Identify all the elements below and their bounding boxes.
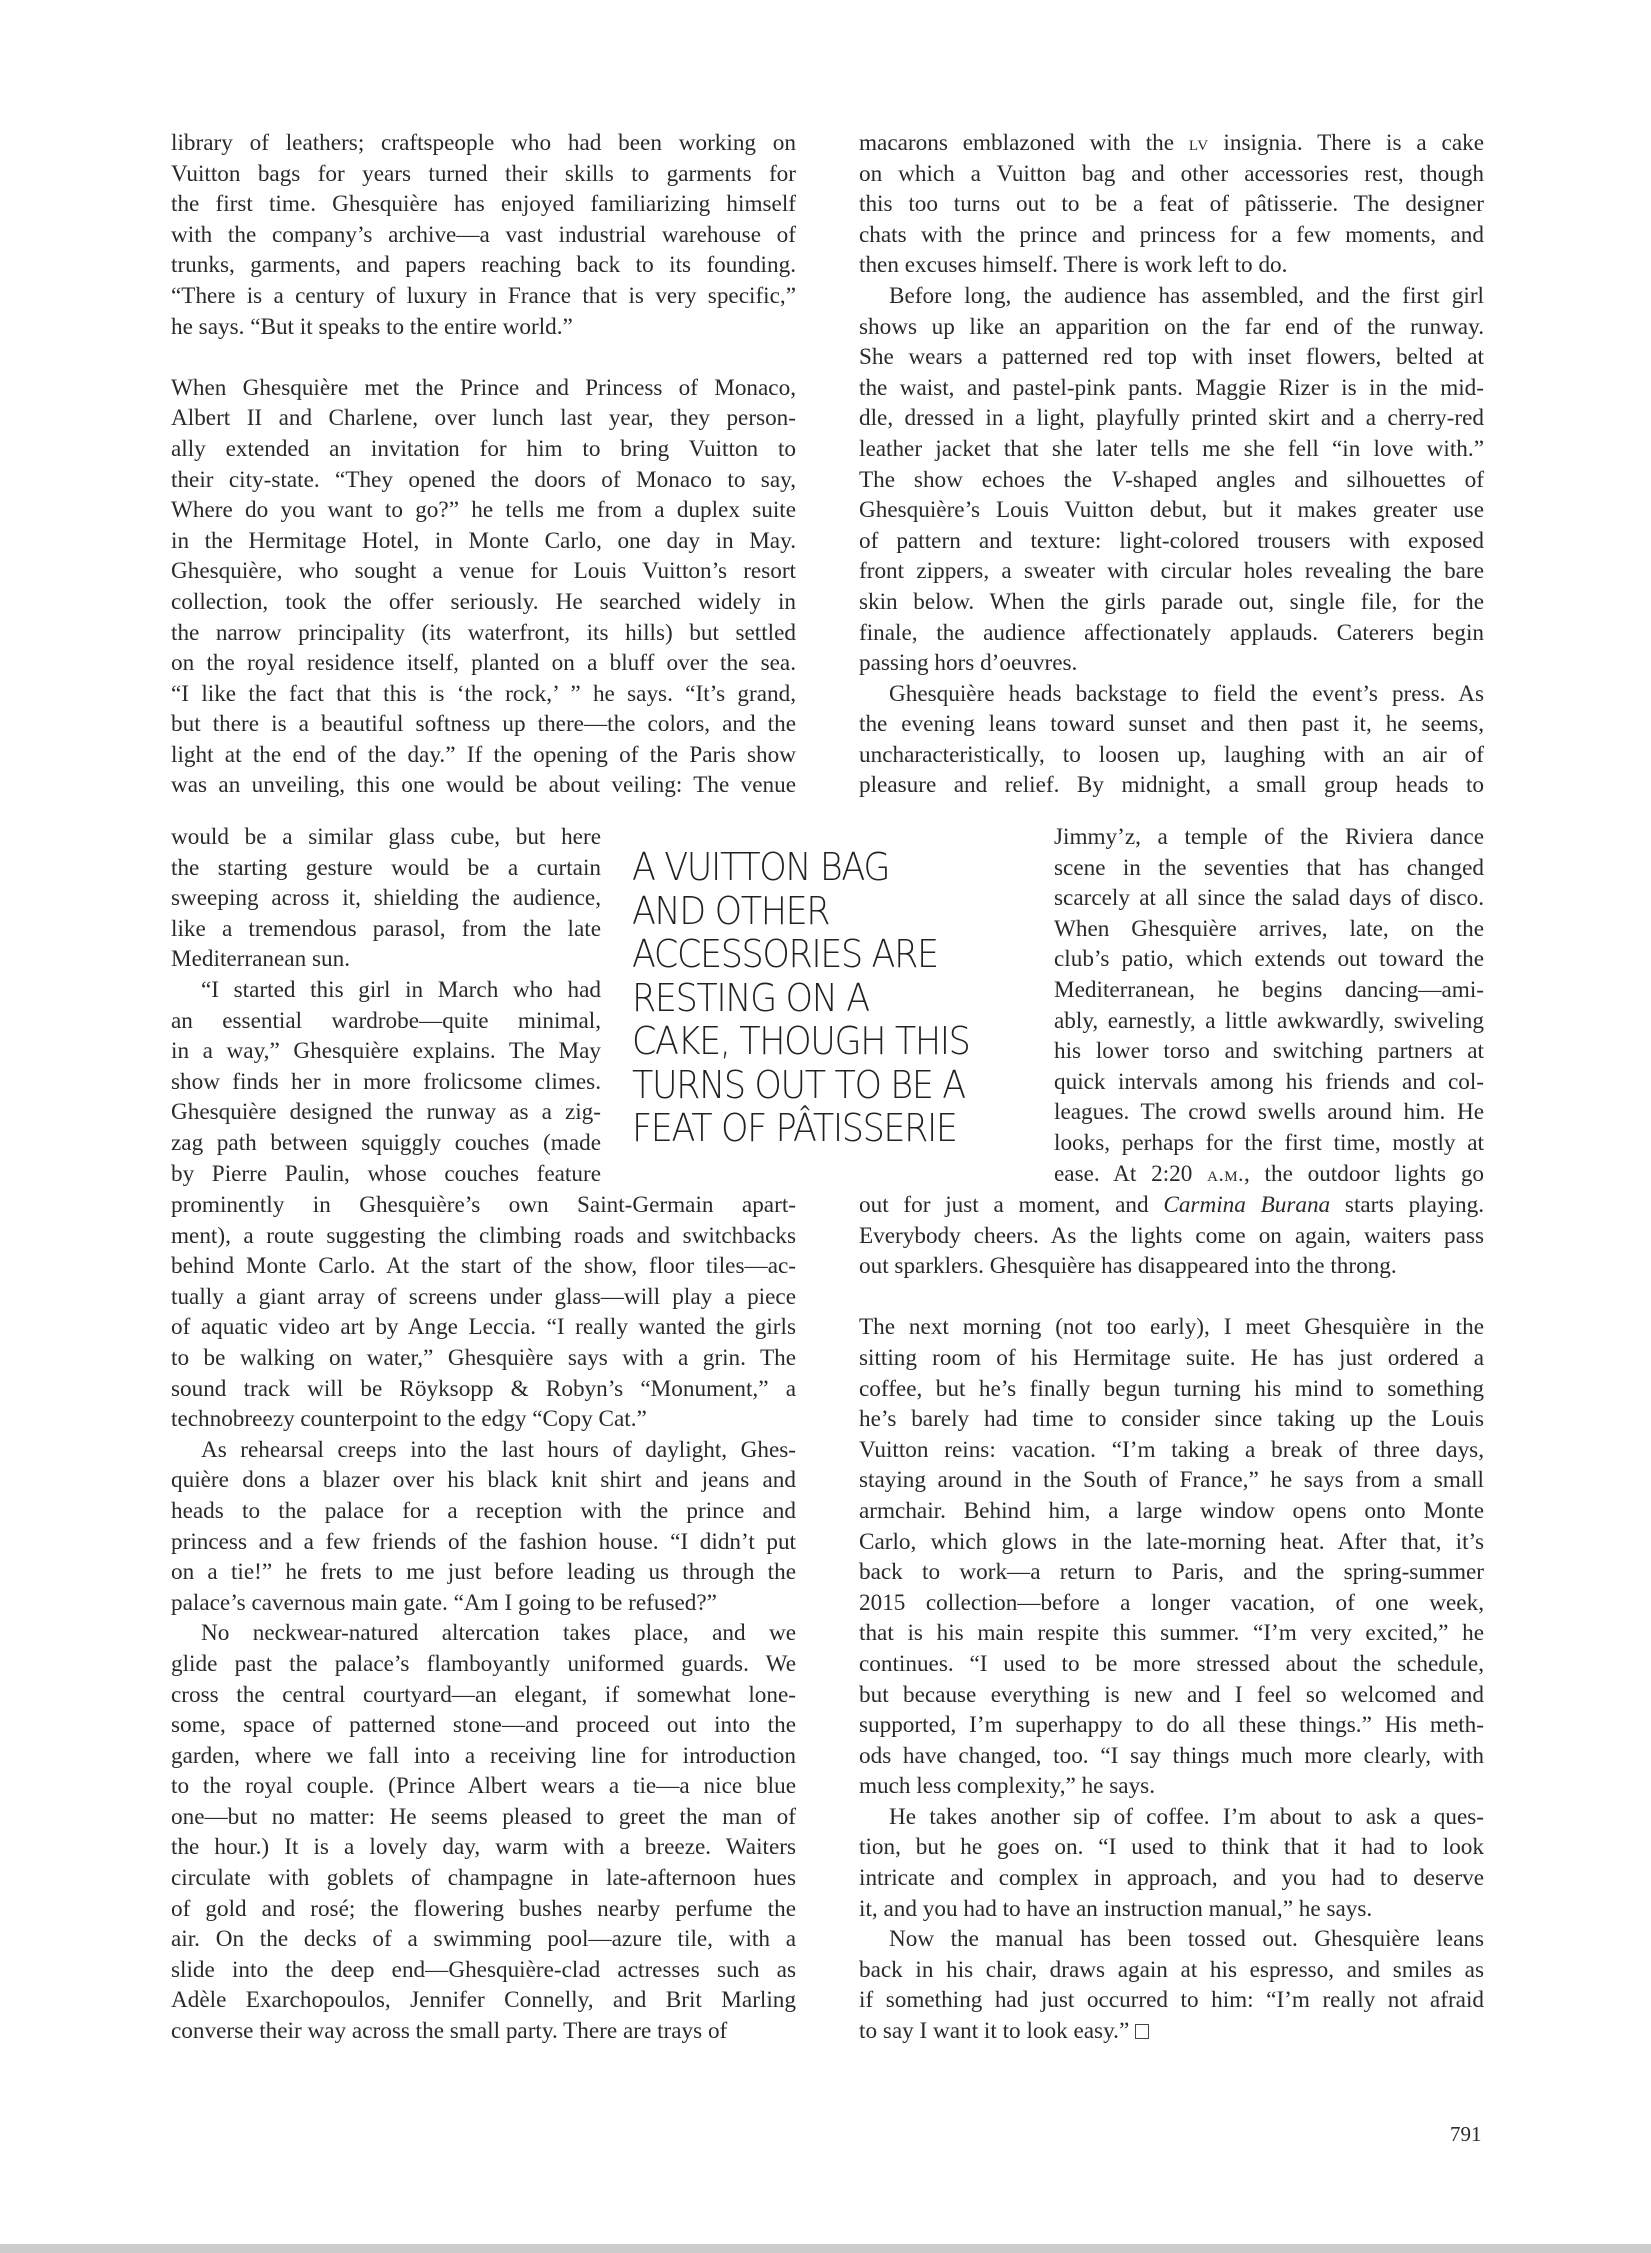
end-mark-icon [1135, 2024, 1149, 2039]
page-number: 791 [1450, 2122, 1482, 2146]
text-line: “I like the fact that this is ‘the rock,’ ” he says. “It’s grand, [171, 680, 796, 707]
text-line: ally extended an invitation for him to bring Vuitton to [171, 435, 796, 462]
text-line: of gold and rosé; the flowering bushes nearby perfume the [171, 1895, 796, 1922]
text-line: ease. At 2:20 a.m., the outdoor lights go [1054, 1160, 1485, 1187]
text-line: their city-state. “They opened the doors of Monaco to say, [171, 466, 796, 493]
text-line: collection, took the offer seriously. He searched widely in [171, 588, 796, 615]
text-line: Ghesquière heads backstage to field the event’s press. As [889, 680, 1484, 707]
text-line: sweeping across it, shielding the audience, [171, 885, 601, 912]
text-line [859, 1282, 1484, 1313]
text-line: in a way,” Ghesquière explains. The May [171, 1038, 601, 1065]
pull-quote [632, 846, 1000, 1151]
text-line: front zippers, a sweater with circular holes revealing the bare [859, 558, 1484, 585]
text-line: then excuses himself. There is work left to do. [859, 252, 1288, 279]
text-line: club’s patio, which extends out toward the [1054, 946, 1484, 973]
text-line: macarons emblazoned with the lv insignia. There is a cake [859, 130, 1485, 156]
text-line: palace’s cavernous main gate. “Am I going to be refused?” [171, 1589, 717, 1616]
text-line: the starting gesture would be a curtain [171, 854, 601, 881]
text-line: Albert II and Charlene, over lunch last year, they person- [171, 405, 796, 432]
text-line: staying around in the South of France,” he says from a small [859, 1467, 1484, 1494]
text-line: tion, but he goes on. “I used to think that it had to look [859, 1834, 1484, 1861]
text-line: out for just a moment, and Carmina Burana starts playing. [859, 1192, 1484, 1218]
right-column-bottom [859, 1190, 1484, 2047]
text-line: shows up like an apparition on the far end of the runway. [859, 313, 1484, 340]
text-line: heads to the palace for a reception with the prince and [171, 1497, 796, 1524]
text-line: 2015 collection—before a longer vacation, of one week, [859, 1589, 1484, 1616]
text-line: pleasure and relief. By midnight, a small group heads to [859, 772, 1484, 799]
text-line: back in his chair, draws again at his espresso, and smiles as [859, 1956, 1484, 1983]
text-line: skin below. When the girls parade out, single file, for the [859, 588, 1484, 615]
text-line: Adèle Exarchopoulos, Jennifer Connelly, and Brit Marling [171, 1987, 796, 2014]
text-line: When Ghesquière met the Prince and Princess of Monaco, [171, 374, 796, 401]
text-line: Everybody cheers. As the lights come on again, waiters pass [859, 1222, 1484, 1249]
text-line: the first time. Ghesquière has enjoyed familiarizing himself [171, 191, 796, 218]
text-line: sitting room of his Hermitage suite. He has just ordered a [859, 1344, 1484, 1371]
text-line: by Pierre Paulin, whose couches feature [171, 1160, 601, 1187]
text-line: looks, perhaps for the first time, mostly at [1054, 1129, 1484, 1156]
pull-quote-line: ACCESSORIES ARE [632, 932, 938, 976]
pull-quote-line: A VUITTON BAG [632, 845, 890, 889]
text-line: Vuitton bags for years turned their skills to garments for [171, 160, 796, 187]
text-line: the waist, and pastel-pink pants. Maggie Rizer is in the mid- [859, 374, 1484, 401]
text-line: ods have changed, too. “I say things much more clearly, with [859, 1742, 1484, 1769]
text-line: quière dons a blazer over his black knit shirt and jeans and [171, 1467, 796, 1494]
text-line: coffee, but he’s finally begun turning his mind to something [859, 1375, 1484, 1402]
text-line: prominently in Ghesquière’s own Saint-Germain apart- [171, 1192, 796, 1218]
text-line: continues. “I used to be more stressed about the schedule, [859, 1650, 1484, 1677]
pull-quote-line: AND OTHER [632, 888, 830, 933]
text-line: As rehearsal creeps into the last hours of daylight, Ghes- [201, 1436, 796, 1463]
text-line: back to work—a return to Paris, and the spring-summer [859, 1559, 1484, 1586]
text-line: leagues. The crowd swells around him. He [1054, 1099, 1484, 1126]
text-line: some, space of patterned stone—and proceed out into the [171, 1712, 796, 1739]
right-column-narrow [1054, 822, 1484, 1189]
text-line: Ghesquière designed the runway as a zig- [171, 1099, 601, 1126]
pull-quote-line: TURNS OUT TO BE A [632, 1062, 965, 1107]
left-column-bottom [171, 1190, 796, 2047]
text-line: of aquatic video art by Ange Leccia. “I really wanted the girls [171, 1314, 796, 1341]
text-line: he’s barely had time to consider since taking up the Louis [859, 1406, 1484, 1433]
text-line: trunks, garments, and papers reaching back to its founding. [171, 252, 796, 279]
text-line: quick intervals among his friends and col- [1054, 1068, 1484, 1095]
text-line: When Ghesquière arrives, late, on the [1054, 915, 1484, 942]
text-line: show finds her in more frolicsome climes. [171, 1068, 601, 1095]
text-line: much less complexity,” he says. [859, 1773, 1156, 1800]
text-line: on a tie!” he frets to me just before leading us through the [171, 1559, 796, 1586]
text-line: the narrow principality (its waterfront, its hills) but settled [171, 619, 796, 646]
text-line: it, and you had to have an instruction manual,” he says. [859, 1895, 1373, 1922]
text-line: library of leathers; craftspeople who had been working on [171, 130, 796, 156]
text-line: Before long, the audience has assembled, and the first girl [889, 282, 1484, 309]
text-line: sound track will be Röyksopp & Robyn’s “Monument,” a [171, 1375, 796, 1402]
text-line: Mediterranean sun. [171, 946, 350, 973]
lv-insignia-text: lv [1188, 131, 1209, 155]
text-line: out sparklers. Ghesquière has disappeared into the throng. [859, 1253, 1397, 1280]
pull-quote-line: RESTING ON A [632, 975, 869, 1020]
text-line: Vuitton reins: vacation. “I’m taking a break of three days, [859, 1436, 1484, 1463]
text-line: Ghesquière, who sought a venue for Louis Vuitton’s resort [171, 558, 796, 585]
pull-quote-line: FEAT OF PÂTISSERIE [632, 1106, 957, 1150]
text-line: but there is a beautiful softness up there—the colors, and the [171, 711, 796, 738]
text-line: uncharacteristically, to loosen up, laughing with an air of [859, 741, 1484, 768]
text-line: “There is a century of luxury in France that is very specific,” [171, 282, 796, 309]
text-line [171, 342, 796, 373]
text-line: Carlo, which glows in the late-morning heat. After that, it’s [859, 1528, 1484, 1555]
text-line: tually a giant array of screens under glass—will play a piece [171, 1283, 796, 1310]
text-line: one—but no matter: He seems pleased to greet the man of [171, 1803, 796, 1830]
text-line: of pattern and texture: light-colored trousers with exposed [859, 527, 1484, 554]
text-line: intricate and complex in approach, and you had to deserve [859, 1865, 1484, 1892]
text-line: chats with the prince and princess for a few moments, and [859, 221, 1484, 248]
text-line: leather jacket that she later tells me she fell “in love with.” [859, 435, 1484, 462]
pull-quote-line: CAKE, THOUGH THIS [632, 1019, 970, 1063]
left-column-top [171, 128, 796, 801]
text-line: No neckwear-natured altercation takes place, and we [201, 1620, 796, 1647]
text-line: cross the central courtyard—an elegant, if somewhat lone- [171, 1681, 796, 1708]
text-line: passing hors d’oeuvres. [859, 650, 1078, 677]
text-line: like a tremendous parasol, from the late [171, 915, 601, 942]
text-line: She wears a patterned red top with inset flowers, belted at [859, 344, 1484, 371]
text-line: was an unveiling, this one would be about veiling: The venue [171, 772, 796, 799]
text-line: scene in the seventies that has changed [1054, 854, 1484, 881]
text-line: ably, earnestly, a little awkwardly, swiveling [1054, 1007, 1484, 1034]
text-line: “I started this girl in March who had [201, 976, 601, 1003]
text-line: he says. “But it speaks to the entire world.” [171, 313, 573, 340]
text-line: the evening leans toward sunset and then past it, he seems, [859, 711, 1484, 738]
text-line: armchair. Behind him, a large window opens onto Monte [859, 1497, 1484, 1524]
text-line: circulate with goblets of champagne in late-afternoon hues [171, 1865, 796, 1892]
text-line: The next morning (not too early), I meet Ghesquière in the [859, 1314, 1484, 1341]
text-line: technobreezy counterpoint to the edgy “Copy Cat.” [171, 1406, 647, 1433]
text-line: converse their way across the small party. There are trays of [171, 2018, 728, 2045]
text-line: Now the manual has been tossed out. Ghesquière leans [889, 1926, 1484, 1953]
text-line: that is his main respite this summer. “I’m very excited,” he [859, 1620, 1484, 1647]
text-line: an essential wardrobe—quite minimal, [171, 1007, 601, 1034]
text-line: dle, dressed in a light, playfully printed skirt and a cherry-red [859, 405, 1484, 432]
viewer-bottom-bar [0, 2244, 1651, 2253]
text-line: Jimmy’z, a temple of the Riviera dance [1054, 824, 1484, 850]
text-line: but because everything is new and I feel so welcomed and [859, 1681, 1484, 1708]
text-line: Mediterranean, he begins dancing—ami- [1054, 976, 1484, 1003]
text-line: on the royal residence itself, planted on a bluff over the sea. [171, 650, 796, 677]
text-line: would be a similar glass cube, but here [171, 824, 601, 850]
text-line: to say I want it to look easy.” [859, 2016, 1484, 2047]
text-line: slide into the deep end—Ghesquière-clad actresses such as [171, 1956, 796, 1983]
text-line: in the Hermitage Hotel, in Monte Carlo, one day in May. [171, 527, 796, 554]
text-line: behind Monte Carlo. At the start of the show, floor tiles—ac- [171, 1253, 796, 1280]
text-line: He takes another sip of coffee. I’m about to ask a ques- [889, 1803, 1484, 1830]
text-line: this too turns out to be a feat of pâtisserie. The designer [859, 191, 1484, 218]
text-line: zag path between squiggly couches (made [171, 1129, 601, 1156]
left-column-narrow [171, 822, 601, 1189]
text-line: supported, I’m superhappy to do all these things.” His meth- [859, 1712, 1484, 1739]
text-line: The show echoes the V-shaped angles and silhouettes of [859, 466, 1485, 493]
text-line: ment), a route suggesting the climbing roads and switchbacks [171, 1222, 796, 1249]
text-line: his lower torso and switching partners at [1054, 1038, 1484, 1065]
right-column-top [859, 128, 1484, 801]
text-line: princess and a few friends of the fashion house. “I didn’t put [171, 1528, 796, 1555]
text-line: on which a Vuitton bag and other accessories rest, though [859, 160, 1484, 187]
text-line: light at the end of the day.” If the opening of the Paris show [171, 741, 796, 768]
text-line: the hour.) It is a lovely day, warm with a breeze. Waiters [171, 1834, 796, 1861]
text-line: with the company’s archive—a vast industrial warehouse of [171, 221, 796, 248]
text-line: if something had just occurred to him: “I’m really not afraid [859, 1987, 1484, 2014]
text-line: garden, where we fall into a receiving line for introduction [171, 1742, 796, 1769]
text-line: Where do you want to go?” he tells me from a duplex suite [171, 497, 796, 524]
text-line: Ghesquière’s Louis Vuitton debut, but it makes greater use [859, 497, 1484, 524]
text-line: to the royal couple. (Prince Albert wears a tie—a nice blue [171, 1773, 796, 1800]
text-line: finale, the audience affectionately applauds. Caterers begin [859, 619, 1484, 646]
text-line: air. On the decks of a swimming pool—azure tile, with a [171, 1926, 796, 1953]
text-line: to be walking on water,” Ghesquière says with a grin. The [171, 1344, 796, 1371]
text-line: scarcely at all since the salad days of disco. [1054, 885, 1484, 912]
text-line: glide past the palace’s flamboyantly uniformed guards. We [171, 1650, 796, 1677]
